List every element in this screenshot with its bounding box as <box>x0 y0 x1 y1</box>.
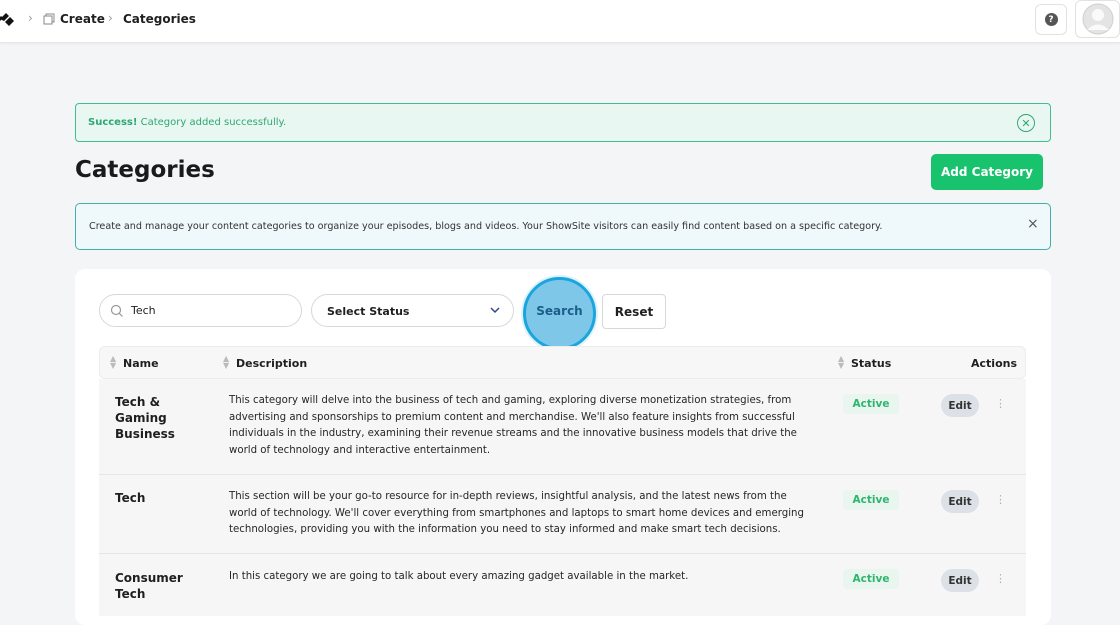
question-circle-icon: ? <box>1045 13 1058 26</box>
edit-button[interactable]: Edit <box>941 569 979 592</box>
page-title: Categories <box>75 157 215 183</box>
status-badge: Active <box>843 394 899 414</box>
table-row <box>99 554 1026 616</box>
table-row <box>99 379 1026 475</box>
search-input[interactable] <box>99 294 302 327</box>
help-button[interactable] <box>1035 4 1067 35</box>
sort-icon[interactable]: ▲ ▼ <box>223 354 230 370</box>
add-category-button[interactable]: Add Category <box>931 154 1043 190</box>
more-options-icon[interactable]: ⋮ <box>995 397 1006 410</box>
search-value: Tech <box>131 304 156 317</box>
sort-icon[interactable]: ▲ ▼ <box>110 354 117 370</box>
edit-button[interactable]: Edit <box>941 490 979 513</box>
brand-logo-icon[interactable] <box>0 10 16 28</box>
column-header-status[interactable]: Status <box>851 357 892 370</box>
category-description: This category will delve into the business of tech and gaming, exploring diverse monetization strategies, from advertising and sponsorships to premium content and merchandise. We'll also feature insights from successful individuals in the industry, examining their revenue streams and the innovative business models that drive the world of technology and interactive entertainment. <box>229 395 797 456</box>
category-name: Tech & Gaming Business <box>115 395 175 441</box>
sort-icon[interactable]: ▲ ▼ <box>838 354 845 370</box>
table-header <box>99 346 1026 379</box>
create-pages-icon <box>43 13 55 25</box>
alert-strong: Success! <box>88 117 138 128</box>
close-circle-icon[interactable]: ✕ <box>1017 114 1035 132</box>
more-options-icon[interactable]: ⋮ <box>995 493 1006 506</box>
user-avatar-icon <box>1082 3 1114 35</box>
column-header-description[interactable]: Description <box>236 357 308 370</box>
close-icon[interactable]: × <box>1027 216 1039 232</box>
search-button-label[interactable]: Search <box>536 304 583 318</box>
status-badge: Active <box>843 569 899 589</box>
status-select-value: Select Status <box>327 305 410 318</box>
category-description: In this category we are going to talk about every amazing gadget available in the market. <box>229 571 689 582</box>
success-alert <box>75 103 1051 142</box>
search-icon <box>110 304 124 318</box>
reset-button[interactable]: Reset <box>602 294 666 329</box>
avatar-button[interactable] <box>1075 0 1120 38</box>
category-name: Tech <box>115 491 146 505</box>
info-banner <box>75 203 1051 250</box>
status-badge: Active <box>843 490 899 510</box>
top-bar <box>0 0 1120 43</box>
table-row <box>99 475 1026 554</box>
more-options-icon[interactable]: ⋮ <box>995 572 1006 585</box>
info-text: Create and manage your content categories to organize your episodes, blogs and videos. Your ShowSite visitors can easily find content based on a specific category. <box>89 221 883 232</box>
breadcrumb-create[interactable]: Create <box>60 12 105 26</box>
status-select[interactable] <box>311 294 514 327</box>
breadcrumb-categories: Categories <box>123 12 196 26</box>
alert-message: Category added successfully. <box>140 117 287 128</box>
column-header-actions: Actions <box>971 357 1017 370</box>
column-header-name[interactable]: Name <box>123 357 159 370</box>
alert-text <box>88 117 286 128</box>
chevron-right-icon: › <box>108 11 113 25</box>
chevron-right-icon: › <box>28 11 33 25</box>
category-name: Consumer Tech <box>115 571 183 601</box>
chevron-down-icon <box>488 303 502 317</box>
category-description: This section will be your go-to resource for in-depth reviews, insightful analysis, and the latest news from the world of technology. We'll cover everything from smartphones and laptops to smart home devices and emerging technologies, providing you with the information you need to stay informed and make smart tech decisions. <box>229 491 804 535</box>
edit-button[interactable]: Edit <box>941 394 979 417</box>
